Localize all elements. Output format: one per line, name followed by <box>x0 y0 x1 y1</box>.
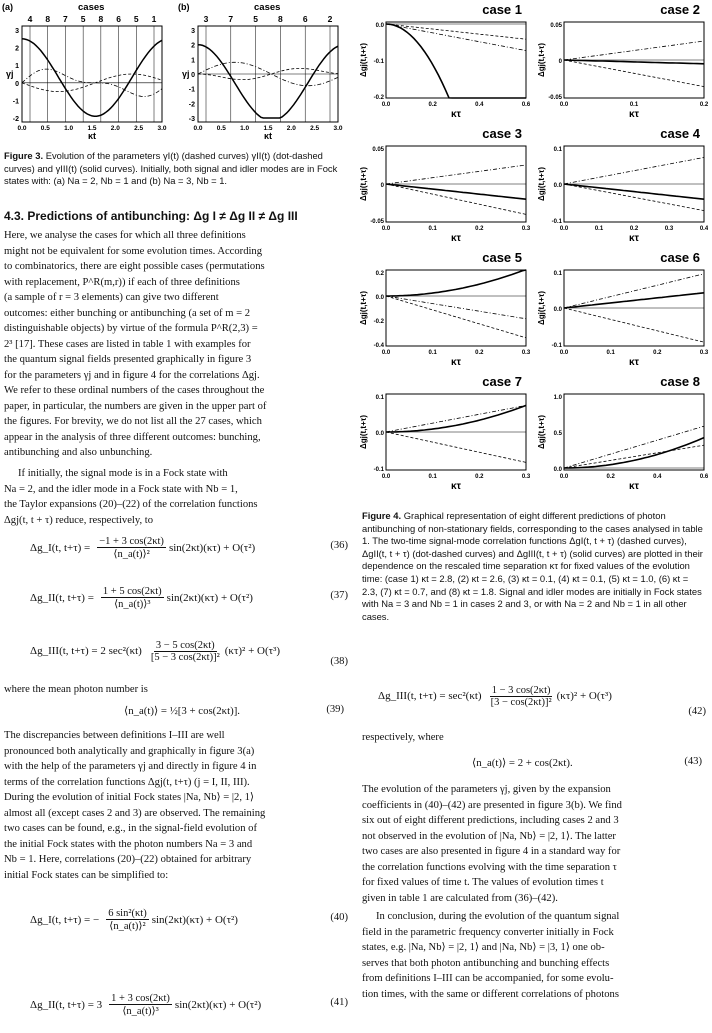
case-number: 1 <box>151 14 157 24</box>
delta-g-III-curve <box>564 438 704 468</box>
panel-title: case 6 <box>660 250 700 265</box>
equation-38 <box>30 626 348 676</box>
caption-line: and Nb = 1 in all other cases. <box>362 598 687 622</box>
x-tick-label: 1.5 <box>263 125 273 132</box>
eq-rhs: sin(2κt)(κτ) + O(τ²) <box>151 914 238 926</box>
text-line: Na = 2, and the idler mode in a Fock state with Nb = 1, <box>4 483 238 495</box>
x-tick-label: 1.0 <box>64 125 74 132</box>
figure-4-caption-text <box>362 510 703 622</box>
x-tick-label: 0.3 <box>521 226 531 232</box>
case-number: 5 <box>253 14 258 24</box>
y-tick-label: 0.0 <box>553 467 562 473</box>
x-tick-label: 2.0 <box>286 125 296 132</box>
paragraph-evolution <box>362 782 706 906</box>
panel-title: case 3 <box>482 126 522 141</box>
eq-lhs: Δg_I(t, t+τ) = <box>30 542 91 554</box>
caption-line: values of the evolution time: (case 1) κt = 2.8, (2) κt = 2.6, (3) <box>362 560 690 584</box>
case-number: 6 <box>302 14 308 24</box>
figure-4 <box>358 0 708 505</box>
x-tick-label: 0.1 <box>606 350 615 356</box>
panel-title: case 4 <box>660 126 700 141</box>
x-tick-label: 0.1 <box>428 474 437 480</box>
y-tick-label: 0.05 <box>372 147 384 153</box>
caption-line: κt = 0.1, (4) κt = 0.1, (5) κt = 1.0, (6) κt = 2.3, (7) κt = 0.7, <box>362 572 689 597</box>
y-axis-label: Δgj(t,t+τ) <box>359 43 368 77</box>
eq-numerator: 1 − 3 cos(2κt) <box>491 684 551 696</box>
caption-line: (b) Na = 3, Nb = 1. <box>149 175 228 187</box>
figure-4-label: Figure 4. <box>362 510 402 521</box>
figure-3-caption-text <box>4 150 337 186</box>
text-line: initial Fock states can be simplified to: <box>4 869 169 881</box>
figure-4-panel-2 <box>537 2 708 120</box>
y-axis-label: γj <box>182 69 190 79</box>
case-number: 3 <box>203 14 209 24</box>
caption-line: and (8) κt = 1.8. Signal and idler modes are initially in Fock <box>430 585 677 597</box>
y-axis-label: Δgj(t,t+τ) <box>537 415 546 449</box>
text-line: In conclusion, during the evolution of the quantum signal <box>376 911 620 922</box>
y-tick-label: -3 <box>188 116 195 123</box>
x-axis-label: κτ <box>450 481 462 492</box>
x-tick-label: 0.0 <box>17 125 27 132</box>
figure-3-label: Figure 3. <box>4 150 44 161</box>
x-tick-label: 0.2 <box>699 102 708 108</box>
eq-denominator: ⟨n_a(t)⟩³ <box>114 599 151 610</box>
y-axis-label: Δgj(t,t+τ) <box>359 167 368 201</box>
equation-40 <box>30 900 348 940</box>
paragraph-taylor <box>4 466 348 528</box>
x-tick-label: 0.2 <box>475 474 484 480</box>
text-line: antibunching and also unbunching. <box>4 447 153 458</box>
caption-line: the cases analysed in table 1. The two-time signal-mode <box>362 522 703 547</box>
text-line: the figures. For brevity, we do not list all the 27 cases, which <box>4 416 262 427</box>
delta-g-III-curve <box>386 24 526 98</box>
x-tick-label: 2.5 <box>310 125 320 132</box>
eq-number: (40) <box>330 912 348 923</box>
text-line: with replacement, P^R(m,r)) if each of three definitions <box>4 276 240 288</box>
case-number: 8 <box>45 14 51 24</box>
figure-3b-panel <box>178 2 343 141</box>
delta-g-I-curve <box>386 296 526 338</box>
figure-4-panel-3 <box>359 126 531 244</box>
y-tick-label: 0 <box>380 183 384 189</box>
case-number: 2 <box>327 14 333 24</box>
y-axis-label: γj <box>6 69 14 79</box>
cases-title: cases <box>254 2 281 13</box>
x-tick-label: 0.3 <box>699 350 708 356</box>
equation-36 <box>30 528 348 568</box>
figure-4-caption <box>362 510 706 623</box>
eq-denominator: [5 − 3 cos(2κt)]² <box>150 651 220 663</box>
x-tick-label: 0.0 <box>381 226 391 232</box>
text-line: with the help of the parameters γj and directly in figure 4 in <box>4 761 257 772</box>
equation-37 <box>30 578 348 618</box>
y-tick-label: 3 <box>191 28 195 35</box>
text-line: to combinatorics, there are eight possible cases (permutations <box>4 261 265 272</box>
text-line: two cases can be found, e.g., in the signal-field evolution of <box>4 823 258 834</box>
eq39-text: ⟨n_a(t)⟩ = ½[3 + cos(2κt)]. <box>124 705 240 717</box>
equation-42 <box>378 676 706 716</box>
eq-lhs: Δg_III(t, t+τ) = 2 sec²(κt) <box>30 645 142 657</box>
eq-lhs: Δg_I(t, t+τ) = − <box>30 914 100 926</box>
eq-rhs: sin(2κt)(κτ) + O(τ²) <box>174 999 262 1011</box>
y-tick-label: 0.0 <box>553 307 562 313</box>
text-line: for fixed values of time t. The values of evolution times t <box>362 877 604 888</box>
delta-g-II-curve <box>564 41 704 60</box>
caption-line: states with Na = 3 and Nb = 1 in cases 2 and 3, or with Na = 2 <box>362 585 702 610</box>
eq-lhs: Δg_II(t, t+τ) = 3 <box>30 999 103 1011</box>
delta-g-II-curve <box>386 296 526 319</box>
y-axis-label: Δgj(t,t+τ) <box>537 43 546 77</box>
x-tick-label: 3.0 <box>157 125 167 132</box>
case-number: 8 <box>278 14 283 24</box>
x-tick-label: 0.2 <box>629 226 639 232</box>
eq-number: (41) <box>330 997 348 1008</box>
eq-numerator: 3 − 5 cos(2κt) <box>155 639 215 651</box>
text-line: The discrepancies between definitions I–III are well <box>4 730 225 741</box>
panel-title: case 1 <box>482 2 522 17</box>
y-tick-label: 1 <box>191 57 195 65</box>
text-line: six out of eight different predictions, including cases 2 and 3 <box>362 815 619 826</box>
text-line: serves that both photon antibunching and bunching effects <box>362 957 610 969</box>
text-line: distinguishable objects) by virtue of the formula P^R(2,3) = <box>4 323 258 334</box>
eq-rhs: (κτ)² + O(τ³) <box>556 690 612 702</box>
caption-line: and idler modes are in Fock states with: (a) Na = 2, Nb = 1 and <box>4 162 338 187</box>
x-tick-label: 0.1 <box>629 102 639 108</box>
text-line: Δgj(t, t + τ) reduce, respectively, to <box>4 514 154 526</box>
paragraph-combinatorics <box>4 228 348 461</box>
text-line: outcomes: either bunching or antibunching (a set of m = 2 <box>4 307 251 319</box>
text-line: two cases are also presented in figure 4 in a standard way for <box>362 846 621 857</box>
caption-line: their dependence on the rescaled time separation κτ for fixed <box>362 547 703 572</box>
x-axis-label: κt <box>87 131 97 141</box>
text-line: the initial Fock states with the photon numbers Na = 3 and <box>4 838 253 850</box>
delta-g-III-curve <box>564 60 704 64</box>
y-tick-label: 0.0 <box>375 431 384 437</box>
y-tick-label: 0.1 <box>375 395 384 401</box>
x-axis-label: κτ <box>628 109 640 120</box>
eq-numerator: 1 + 5 cos(2κt) <box>102 586 162 597</box>
y-tick-label: 2 <box>15 45 19 53</box>
delta-g-I-curve <box>386 184 526 214</box>
y-tick-label: 1 <box>15 63 19 71</box>
eq-rhs: (κτ)² + O(τ³) <box>224 645 281 657</box>
text-line: not observed in the evolution of |Na, Nb⟩ = |2, 1⟩. The latter <box>362 830 616 842</box>
y-tick-label: 0 <box>191 72 195 79</box>
y-tick-label: -2 <box>12 116 19 123</box>
x-tick-label: 0.2 <box>428 102 437 108</box>
y-axis-label: Δgj(t,t+τ) <box>359 415 368 449</box>
y-tick-label: -1 <box>12 98 19 106</box>
delta-g-II-curve <box>386 165 526 184</box>
x-tick-label: 0.4 <box>475 102 484 108</box>
y-tick-label: 2 <box>191 42 195 50</box>
y-tick-label: 0 <box>558 59 562 65</box>
text-line: states, e.g. |Na, Nb⟩ = |2, 1⟩ and |Na, Nb⟩ = |3, 1⟩ one ob- <box>362 942 605 953</box>
y-tick-label: -1 <box>188 86 195 94</box>
y-tick-label: -0.05 <box>548 95 562 101</box>
eq-number: (37) <box>330 590 348 601</box>
text-line: If initially, the signal mode is in a Fock state with <box>18 468 228 479</box>
y-tick-label: 0.0 <box>375 295 384 301</box>
text-line: appear in the analysis of three different outcomes: bunching, <box>4 431 261 443</box>
panel-title: case 5 <box>482 250 522 265</box>
text-line: from definitions I–III can be accompanied, for some evolu- <box>362 973 614 984</box>
x-tick-label: 0.4 <box>653 474 662 480</box>
delta-g-I-curve <box>564 445 704 468</box>
x-tick-label: 0.0 <box>381 102 391 108</box>
case-number: 8 <box>98 14 104 24</box>
x-tick-label: 0.1 <box>594 226 604 232</box>
x-axis-label: κτ <box>450 233 462 244</box>
x-axis-label: κτ <box>450 109 462 120</box>
eq-numerator: 6 sin²(κt) <box>108 908 147 919</box>
text-line: almost all (except cases 2 and 3) are observed. The remaining <box>4 807 266 819</box>
figure-4-panel-4 <box>537 126 708 244</box>
figure-4-panel-5 <box>359 250 531 368</box>
x-tick-label: 1.5 <box>87 125 97 132</box>
eq-numerator: 1 + 3 cos(2κt) <box>111 993 170 1004</box>
case-number: 5 <box>80 14 86 24</box>
eq-denominator: ⟨n_a(t)⟩² <box>113 549 150 560</box>
y-tick-label: 0.1 <box>553 147 562 153</box>
eq-denominator: [3 − cos(2κt)]² <box>490 696 552 708</box>
x-tick-label: 0.0 <box>559 350 569 356</box>
paragraph-conclusion <box>362 909 706 1002</box>
y-tick-label: -0.2 <box>373 319 384 325</box>
caption-line: correlation functions ΔgI(t, t + τ) (dashed curves), ΔgII(t, t + τ) <box>362 535 687 559</box>
x-tick-label: 0.0 <box>559 102 569 108</box>
panel-title: case 8 <box>660 374 700 389</box>
y-tick-label: 0.0 <box>375 23 384 29</box>
x-tick-label: 0.3 <box>521 474 531 480</box>
x-tick-label: 0.0 <box>559 474 569 480</box>
text-line: (a sample of r = 3 elements) can give two different <box>4 292 219 303</box>
x-tick-label: 0.2 <box>475 350 484 356</box>
respectively-text: respectively, where <box>362 732 444 743</box>
y-tick-label: -0.4 <box>373 343 384 349</box>
y-tick-label: 0.05 <box>550 23 562 29</box>
text-line: field in the parametric frequency converter initially in Fock <box>362 926 614 938</box>
delta-g-II-curve <box>386 405 526 432</box>
delta-g-I-curve <box>386 432 526 462</box>
x-axis-label: κτ <box>628 357 640 368</box>
x-tick-label: 0.0 <box>193 125 203 132</box>
section-heading: 4.3. Predictions of antibunching: Δg I ≠ Δg II ≠ Δg III <box>4 209 298 223</box>
x-tick-label: 0.2 <box>653 350 662 356</box>
eq-denominator: ⟨n_a(t)⟩² <box>109 921 146 932</box>
case-number: 5 <box>133 14 139 24</box>
y-axis-label: Δgj(t,t+τ) <box>537 291 546 325</box>
text-line: terms of the correlation functions Δgj(t, t+τ) (j = I, II, III). <box>4 776 250 788</box>
text-line: Nb = 1. Here, correlations (20)–(22) obtained for arbitrary <box>4 854 252 865</box>
text-line: Here, we analyse the cases for which all three definitions <box>4 230 246 241</box>
delta-g-II-curve <box>386 24 526 51</box>
caption-line: Evolution of the parameters γI(t) (dashed curves) γII(t) <box>45 150 273 161</box>
figure-3 <box>0 0 350 150</box>
delta-g-II-curve <box>564 274 704 308</box>
x-tick-label: 0.6 <box>521 102 531 108</box>
y-tick-label: -0.2 <box>373 95 384 101</box>
x-axis-label: κτ <box>628 233 640 244</box>
eq-number: (36) <box>330 540 348 551</box>
delta-g-III-curve <box>564 293 704 308</box>
y-axis-label: Δgj(t,t+τ) <box>537 167 546 201</box>
x-axis-label: κτ <box>628 481 640 492</box>
y-tick-label: 0.0 <box>553 183 562 189</box>
panel-label: (b) <box>178 2 190 12</box>
y-tick-label: 0 <box>15 80 19 88</box>
figure-4-panel-8 <box>537 374 708 492</box>
x-tick-label: 0.3 <box>664 226 674 232</box>
eq43-text: ⟨n_a(t)⟩ = 2 + cos(2κt). <box>472 757 573 769</box>
plot-frame <box>22 26 162 122</box>
x-tick-label: 1.0 <box>240 125 250 132</box>
x-tick-label: 3.0 <box>333 125 343 132</box>
text-line: paper, in particular, the numbers are given in the upper part of <box>4 400 267 412</box>
where-text: where the mean photon number is <box>4 684 148 695</box>
figure-3-caption <box>4 150 344 188</box>
case-number: 4 <box>27 14 33 24</box>
text-line: 2³ [17]. These cases are listed in table 1 with examples for <box>4 338 251 350</box>
figure-3a-panel <box>2 2 167 141</box>
plot-frame <box>564 394 704 470</box>
text-line: the Taylor expansions (20)–(22) of the correlation functions <box>4 499 258 510</box>
case-number: 6 <box>116 14 121 24</box>
plot-frame <box>386 270 526 346</box>
eq-denominator: ⟨n_a(t)⟩³ <box>122 1006 159 1017</box>
eq-lhs: Δg_II(t, t+τ) = <box>30 592 94 604</box>
y-tick-label: -2 <box>188 101 195 109</box>
paragraph-discrepancies <box>4 728 348 883</box>
eq-rhs: sin(2κt)(κτ) + O(τ²) <box>168 542 256 554</box>
text-line: the quantum signal fields presented graphically in figure 3 <box>4 354 252 365</box>
caption-line: (dot-dashed curves) and γIII(t) (solid curves). Initially, both signal <box>4 150 323 174</box>
case-number: 7 <box>228 14 234 24</box>
panel-title: case 7 <box>482 374 522 389</box>
delta-g-I-curve <box>564 308 704 342</box>
text-line: might not be equivalent for some evolution times. According <box>4 245 263 257</box>
x-tick-label: 0.3 <box>521 350 531 356</box>
gamma-III-curve <box>198 45 338 118</box>
eq-number: (38) <box>330 656 348 667</box>
eq-rhs: sin(2κt)(κτ) + O(τ²) <box>166 592 253 604</box>
caption-line: Graphical representation of eight different predictions <box>403 510 627 521</box>
text-line: The evolution of the parameters γj, given by the expansion <box>362 784 611 795</box>
panel-title: case 2 <box>660 2 700 17</box>
equation-39 <box>4 704 348 724</box>
x-axis-label: κt <box>263 131 273 141</box>
panel-label: (a) <box>2 2 13 12</box>
x-tick-label: 0.0 <box>381 474 391 480</box>
x-tick-label: 0.5 <box>216 125 226 132</box>
delta-g-III-curve <box>386 270 526 296</box>
text-line: During the evolution of initial Fock states |Na, Nb⟩ = |2, 1⟩ <box>4 792 255 803</box>
delta-g-II-curve <box>564 426 704 468</box>
x-tick-label: 0.2 <box>475 226 484 232</box>
delta-g-II-curve <box>564 157 704 184</box>
equation-41 <box>30 985 348 1025</box>
eq-numerator: −1 + 3 cos(2κt) <box>99 536 164 547</box>
figure-4-panel-7 <box>359 374 531 492</box>
case-number: 7 <box>63 14 68 24</box>
y-tick-label: 0.5 <box>553 431 562 437</box>
eq-number: (42) <box>688 706 706 717</box>
x-tick-label: 2.5 <box>134 125 144 132</box>
caption-line: (dot-dashed curves) and ΔgIII(t, t + τ) (solid curves) are plotted in <box>412 547 685 559</box>
x-tick-label: 0.0 <box>559 226 569 232</box>
eq43-number: (43) <box>684 756 702 767</box>
eq-lhs: Δg_III(t, t+τ) = sec²(κt) <box>378 690 482 702</box>
equation-43 <box>362 756 706 776</box>
y-tick-label: -0.1 <box>551 343 562 349</box>
y-tick-label: -0.1 <box>373 467 384 473</box>
text-line: for the parameters γj and in figure 4 for the correlations Δgj. <box>4 369 260 381</box>
y-tick-label: -0.1 <box>373 59 384 65</box>
text-line: coefficients in (40)–(42) are presented in figure 3(b). We find <box>362 799 622 811</box>
text-line: pronounced both analytically and graphically in figure 3(a) <box>4 745 255 757</box>
delta-g-III-curve <box>386 184 526 199</box>
x-axis-label: κτ <box>450 357 462 368</box>
y-axis-label: Δgj(t,t+τ) <box>359 291 368 325</box>
text-line: tion times, with the same or different correlations of photons <box>362 988 619 1000</box>
y-tick-label: 0.2 <box>375 271 384 277</box>
figure-4-panel-1 <box>359 2 531 120</box>
x-tick-label: 0.5 <box>40 125 50 132</box>
x-tick-label: 0.0 <box>381 350 391 356</box>
y-tick-label: 3 <box>15 28 19 35</box>
y-tick-label: -0.05 <box>370 219 384 225</box>
x-tick-label: 0.4 <box>699 226 708 232</box>
caption-line: of photon antibunching of non-stationary fields, corresponding to <box>362 510 666 534</box>
x-tick-label: 0.1 <box>428 350 437 356</box>
figure-4-panel-6 <box>537 250 708 368</box>
text-line: given in table 1 are calculated from (36)–(42). <box>362 892 558 904</box>
gamma-III-curve <box>22 39 162 116</box>
y-tick-label: -0.1 <box>551 219 562 225</box>
text-line: We refer to these ordinal numbers of the cases throughout the <box>4 385 265 396</box>
x-tick-label: 0.6 <box>699 474 708 480</box>
y-tick-label: 1.0 <box>553 395 562 401</box>
plot-frame <box>386 22 526 98</box>
x-tick-label: 2.0 <box>110 125 120 132</box>
cases-title: cases <box>78 2 105 13</box>
x-tick-label: 0.1 <box>428 226 437 232</box>
x-tick-label: 0.2 <box>606 474 615 480</box>
y-tick-label: 0.1 <box>553 271 562 277</box>
text-line: the correlation functions evolving with the time separation τ <box>362 861 617 873</box>
eq39-number: (39) <box>326 704 344 715</box>
